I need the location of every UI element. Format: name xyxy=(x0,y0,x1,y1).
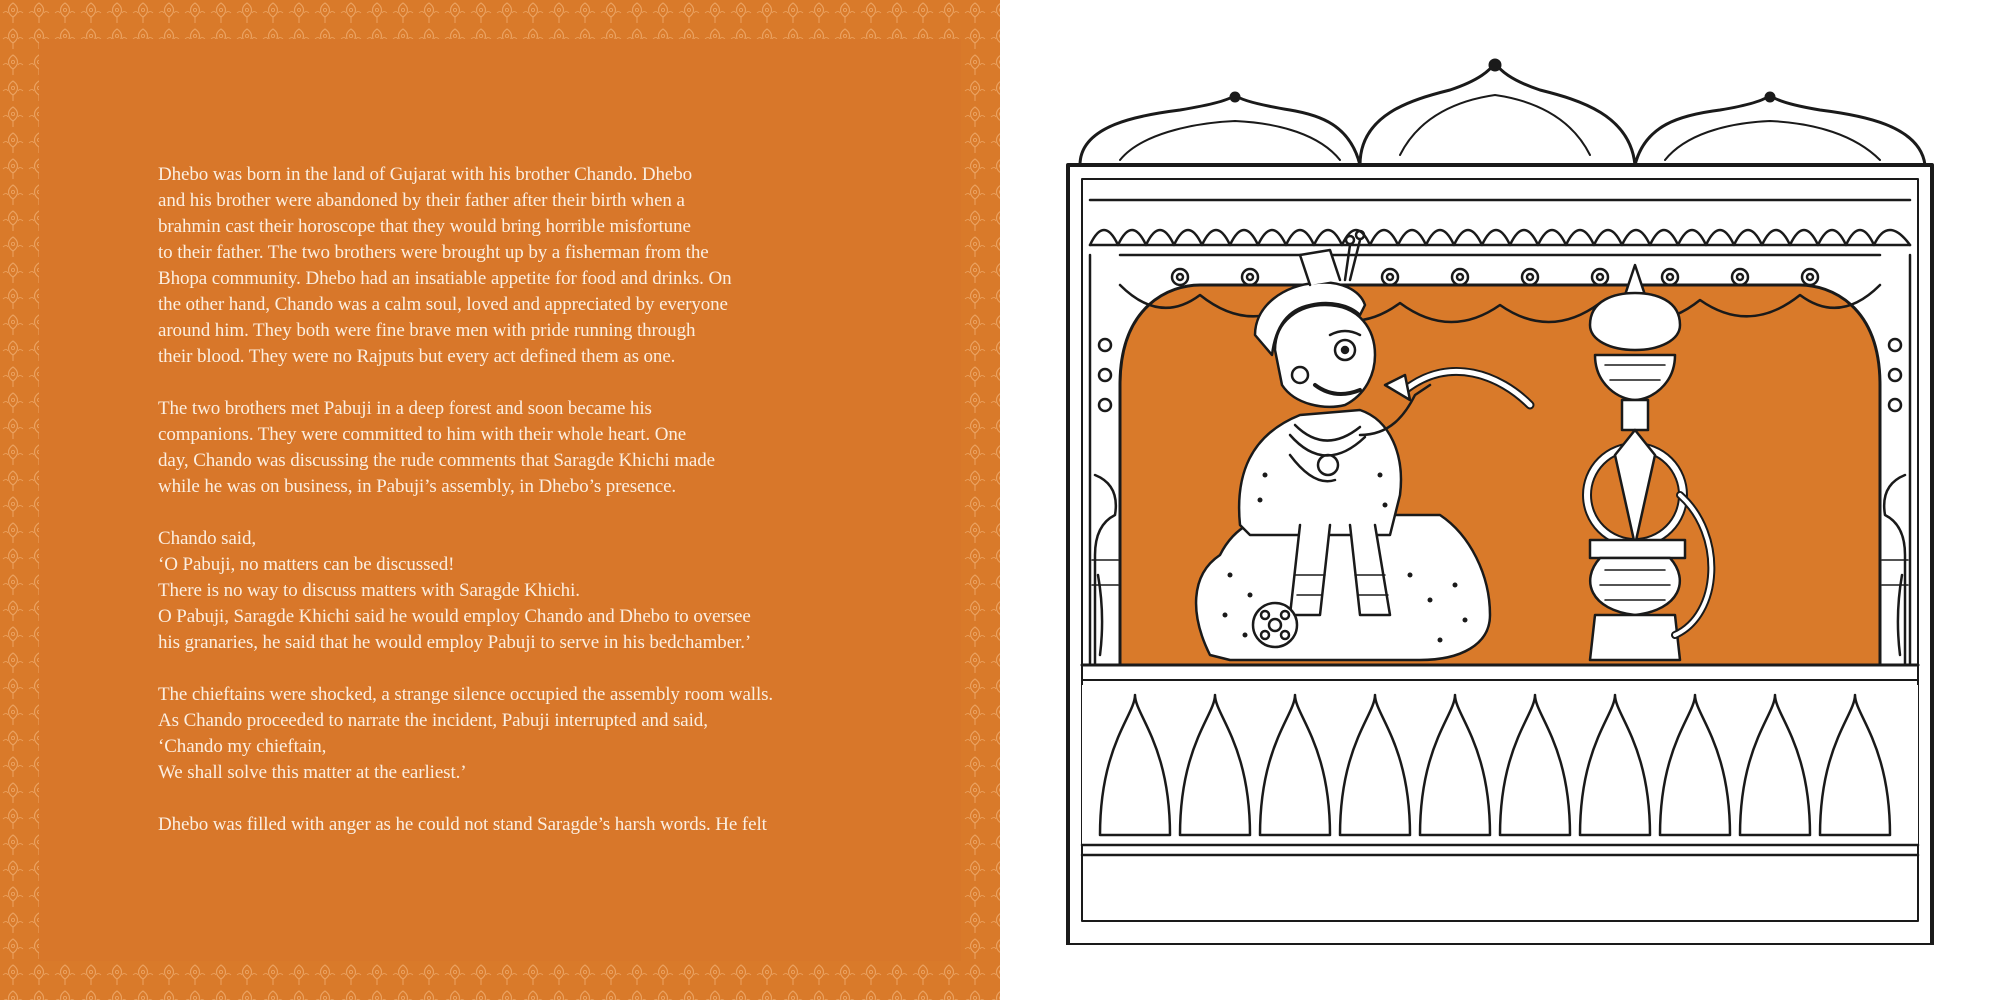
paragraph xyxy=(158,396,878,500)
right-page xyxy=(1000,0,2000,1000)
text-line: We shall solve this matter at the earliest.’ xyxy=(158,762,467,783)
text-line: and his brother were abandoned by their father after their birth when a xyxy=(158,190,685,211)
text-line: around him. They both were fine brave men with pride running through xyxy=(158,320,696,341)
text-line: As Chando proceeded to narrate the incident, Pabuji interrupted and said, xyxy=(158,710,708,731)
text-line: Dhebo was born in the land of Gujarat with his brother Chando. Dhebo xyxy=(158,164,693,185)
text-line: Dhebo was filled with anger as he could not stand Saragde’s harsh words. He felt xyxy=(158,814,767,835)
dome-ornaments xyxy=(1080,60,1925,165)
paragraph xyxy=(158,682,878,786)
text-line: companions. They were committed to him with their whole heart. One xyxy=(158,424,687,445)
text-line: Bhopa community. Dhebo had an insatiable appetite for food and drinks. On xyxy=(158,268,732,289)
text-line: his granaries, he said that he would employ Pabuji to serve in his bedchamber.’ xyxy=(158,632,752,653)
text-line: The two brothers met Pabuji in a deep forest and soon became his xyxy=(158,398,652,419)
text-line: day, Chando was discussing the rude comments that Saragde Khichi made xyxy=(158,450,715,471)
text-line: ‘O Pabuji, no matters can be discussed! xyxy=(158,554,455,575)
text-line: while he was on business, in Pabuji’s assembly, in Dhebo’s presence. xyxy=(158,476,677,497)
paragraph xyxy=(158,526,878,656)
text-line: their blood. They were no Rajputs but every act defined them as one. xyxy=(158,346,676,367)
text-line: ‘Chando my chieftain, xyxy=(158,736,327,757)
text-line: There is no way to discuss matters with Saragde Khichi. xyxy=(158,580,580,601)
text-line: Chando said, xyxy=(158,528,257,549)
story-text xyxy=(158,162,878,838)
text-line: The chieftains were shocked, a strange silence occupied the assembly room walls. xyxy=(158,684,774,705)
phad-painting-illustration xyxy=(1060,55,1940,945)
text-line: the other hand, Chando was a calm soul, loved and appreciated by everyone xyxy=(158,294,728,315)
text-line: to their father. The two brothers were brought up by a fisherman from the xyxy=(158,242,709,263)
bottom-frieze xyxy=(1082,685,1918,855)
paragraph xyxy=(158,812,878,838)
text-line: brahmin cast their horoscope that they would bring horrible misfortune xyxy=(158,216,691,237)
text-line: O Pabuji, Saragde Khichi said he would employ Chando and Dhebo to oversee xyxy=(158,606,751,627)
paragraph xyxy=(158,162,878,370)
